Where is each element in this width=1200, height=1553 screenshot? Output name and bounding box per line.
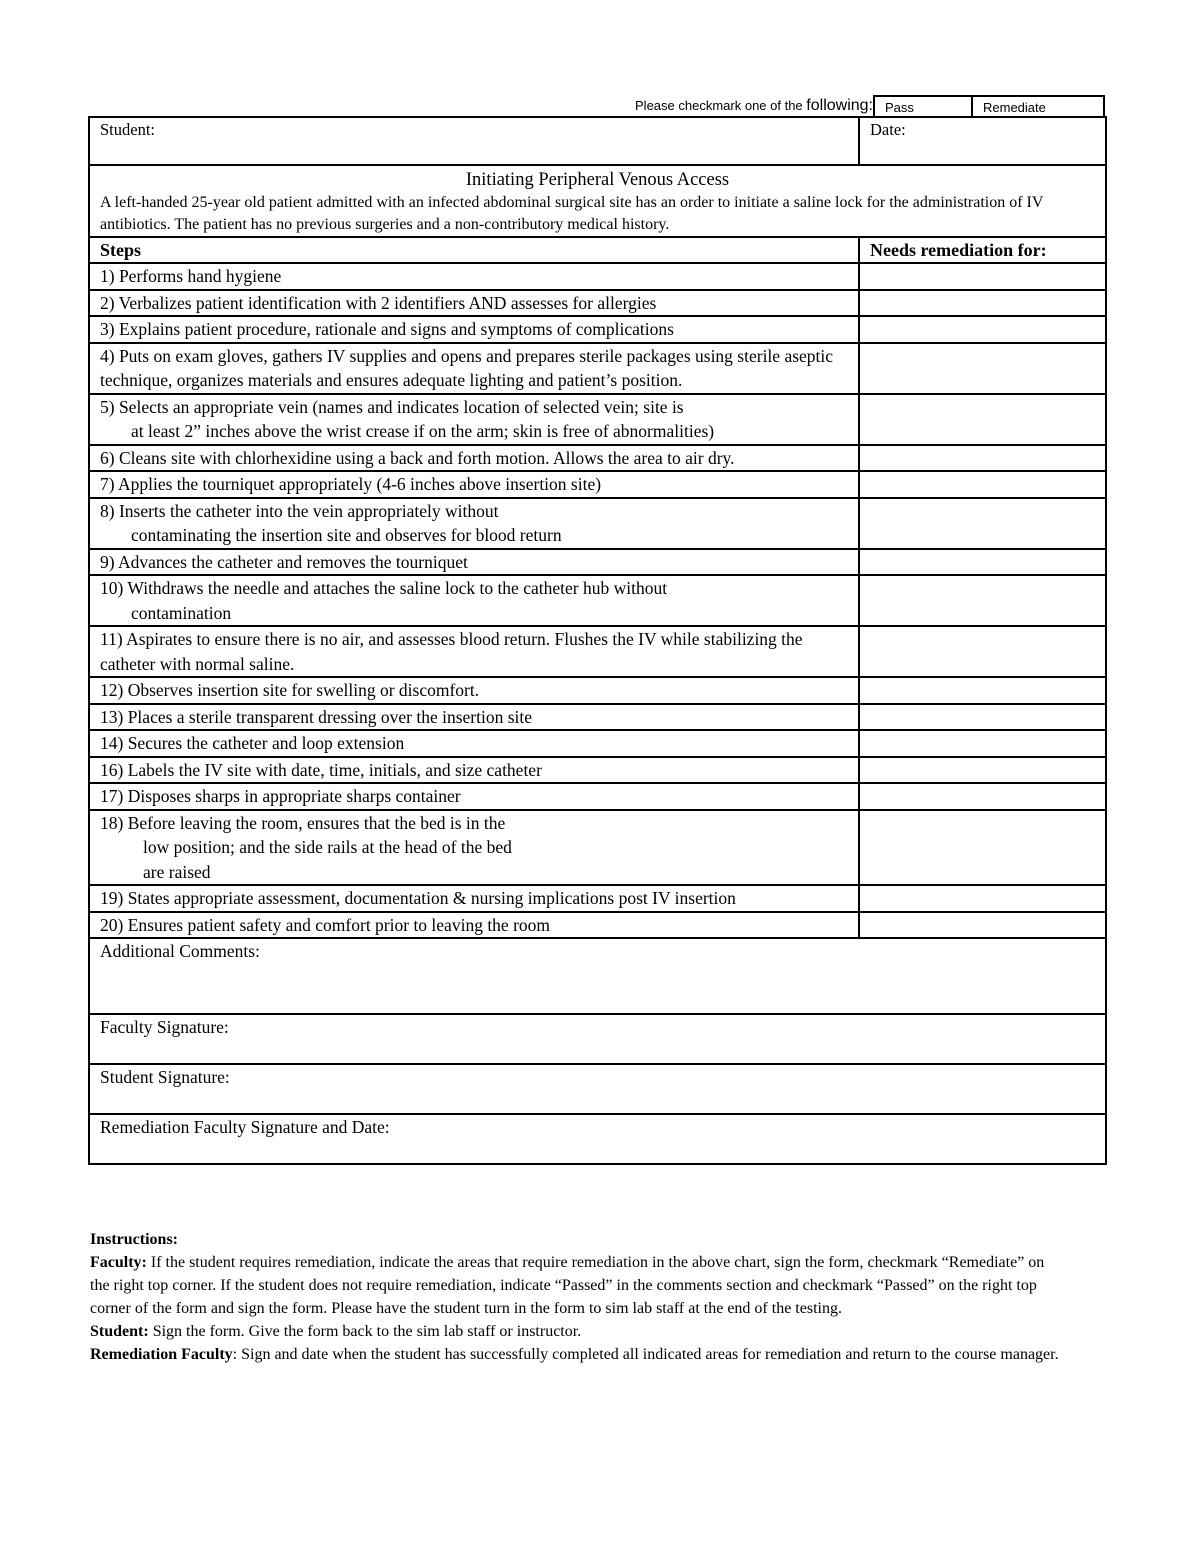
step-text-line: 19) States appropriate assessment, documentation & nursing implications post IV insertion xyxy=(100,888,736,908)
step-row xyxy=(89,343,1106,394)
step-text-cell xyxy=(89,757,859,784)
step-row xyxy=(89,810,1106,886)
step-text-line: 18) Before leaving the room, ensures that the bed is in the xyxy=(100,812,506,833)
scenario-cell xyxy=(89,165,1106,237)
step-text-cell xyxy=(89,810,859,886)
step-row xyxy=(89,498,1106,549)
steps-header: Steps xyxy=(89,237,859,263)
step-row xyxy=(89,445,1106,472)
remediation-checkbox-cell[interactable] xyxy=(859,575,1106,626)
student-signature-field[interactable] xyxy=(89,1064,1106,1114)
step-row xyxy=(89,575,1106,626)
faculty-instructions xyxy=(90,1251,1065,1320)
step-row xyxy=(89,626,1106,677)
scenario-row xyxy=(89,165,1106,237)
step-text-cell xyxy=(89,912,859,939)
step-row xyxy=(89,549,1106,576)
remediation-checkbox-cell[interactable] xyxy=(859,626,1106,677)
step-row xyxy=(89,263,1106,290)
remediate-label: Remediate xyxy=(983,100,1046,115)
step-text-cell xyxy=(89,471,859,498)
step-text-cell xyxy=(89,885,859,912)
step-text-line: 5) Selects an appropriate vein (names and indicates location of selected vein; site is xyxy=(100,396,684,417)
step-text-line: 6) Cleans site with chlorhexidine using a back and forth motion. Allows the area to air dry. xyxy=(100,447,735,468)
faculty-signature-field-label: Faculty Signature: xyxy=(100,1017,229,1037)
student-signature-field-label: Student Signature: xyxy=(100,1067,230,1087)
remediation-checkbox-cell[interactable] xyxy=(859,677,1106,704)
step-row xyxy=(89,912,1106,939)
step-text-line: 12) Observes insertion site for swelling or discomfort. xyxy=(100,680,480,700)
remediation-instructions-label: Remediation Faculty xyxy=(90,1346,233,1363)
step-text-cell xyxy=(89,263,859,290)
remediation-checkbox-cell[interactable] xyxy=(859,912,1106,939)
step-row xyxy=(89,394,1106,445)
remediation-signature-field-row xyxy=(89,1114,1106,1164)
step-text-line: 11) Aspirates to ensure there is no air, and assesses blood return. Flushes the IV while stabilizing the catheter with normal saline. xyxy=(100,629,803,674)
remediate-checkbox[interactable] xyxy=(971,95,1105,116)
step-text-cell xyxy=(89,549,859,576)
remediation-checkbox-cell[interactable] xyxy=(859,290,1106,317)
step-text-line: low position; and the side rails at the head of the bed xyxy=(143,837,512,857)
remediation-checkbox-cell[interactable] xyxy=(859,757,1106,784)
checkmark-prompt: Please checkmark one of the following: xyxy=(635,97,873,114)
remediation-checkbox-cell[interactable] xyxy=(859,471,1106,498)
remediation-signature-field-label: Remediation Faculty Signature and Date: xyxy=(100,1117,390,1137)
step-text-line: 8) Inserts the catheter into the vein appropriately without xyxy=(100,500,499,521)
step-text-cell xyxy=(89,677,859,704)
step-text-cell xyxy=(89,343,859,394)
step-text-line: contaminating the insertion site and observes for blood return xyxy=(131,525,562,545)
step-text-line: 17) Disposes sharps in appropriate sharps container xyxy=(100,786,461,806)
step-text-cell xyxy=(89,575,859,626)
additional-comments-field-label: Additional Comments: xyxy=(100,941,260,961)
step-text-line: 13) Places a sterile transparent dressing over the insertion site xyxy=(100,706,533,727)
step-text-cell xyxy=(89,498,859,549)
step-text-cell xyxy=(89,704,859,731)
steps-header-row xyxy=(89,237,1106,263)
step-row xyxy=(89,783,1106,810)
remediation-header: Needs remediation for: xyxy=(859,237,1106,263)
step-text-line: 10) Withdraws the needle and attaches the saline lock to the catheter hub without xyxy=(100,578,668,598)
step-text-cell xyxy=(89,394,859,445)
step-text-line: 14) Secures the catheter and loop extension xyxy=(100,733,405,753)
student-instructions-label: Student: xyxy=(90,1323,149,1340)
date-field[interactable] xyxy=(859,117,1106,165)
step-text-line: 2) Verbalizes patient identification with 2 identifiers AND assesses for allergies xyxy=(100,292,657,313)
step-text-line: 4) Puts on exam gloves, gathers IV supplies and opens and prepares sterile packages using sterile aseptic technique, organizes materials and ensures adequate lighting and patient’s position. xyxy=(100,345,834,390)
pass-checkbox[interactable] xyxy=(873,95,973,116)
remediation-checkbox-cell[interactable] xyxy=(859,263,1106,290)
student-label: Student: xyxy=(100,120,156,139)
evaluation-table xyxy=(88,116,1107,1165)
remediation-checkbox-cell[interactable] xyxy=(859,343,1106,394)
remediation-checkbox-cell[interactable] xyxy=(859,316,1106,343)
step-text-cell xyxy=(89,290,859,317)
remediation-checkbox-cell[interactable] xyxy=(859,445,1106,472)
step-text-cell xyxy=(89,626,859,677)
remediation-instructions-text: : Sign and date when the student has successfully completed all indicated areas for remediation and return to the course manager. xyxy=(232,1346,1059,1363)
step-row xyxy=(89,471,1106,498)
step-text-cell xyxy=(89,730,859,757)
step-row xyxy=(89,885,1106,912)
faculty-signature-field-row xyxy=(89,1014,1106,1064)
step-row xyxy=(89,704,1106,731)
faculty-instructions-text: If the student requires remediation, indicate the areas that require remediation in the above chart, sign the form, checkmark “Remediate” on the right top corner. If the student does not require remediation, indicate “Passed” in the comments section and checkmark “Passed” on the right top corner of the form and sign the form. Please have the student turn in the form to sim lab staff at the end of the testing. xyxy=(90,1254,1045,1317)
step-text-cell xyxy=(89,445,859,472)
step-text-line: 9) Advances the catheter and removes the tourniquet xyxy=(100,551,468,572)
remediation-checkbox-cell[interactable] xyxy=(859,549,1106,576)
step-row xyxy=(89,757,1106,784)
date-label: Date: xyxy=(870,120,906,139)
step-row xyxy=(89,316,1106,343)
remediation-checkbox-cell[interactable] xyxy=(859,885,1106,912)
instructions-section xyxy=(90,1228,1065,1366)
faculty-instructions-label: Faculty: xyxy=(90,1254,147,1271)
step-row xyxy=(89,730,1106,757)
step-text-line: 3) Explains patient procedure, rationale and signs and symptoms of complications xyxy=(100,319,674,339)
step-text-line: at least 2” inches above the wrist crease if on the arm; skin is free of abnormalities) xyxy=(131,421,715,441)
step-text-line: 20) Ensures patient safety and comfort prior to leaving the room xyxy=(100,914,551,935)
instructions-heading: Instructions: xyxy=(90,1231,179,1248)
additional-comments-field-row xyxy=(89,938,1106,1014)
pass-label: Pass xyxy=(885,100,914,115)
step-text-cell xyxy=(89,783,859,810)
remediation-checkbox-cell[interactable] xyxy=(859,810,1106,886)
remediation-checkbox-cell[interactable] xyxy=(859,704,1106,731)
step-text-cell xyxy=(89,316,859,343)
remediation-checkbox-cell[interactable] xyxy=(859,783,1106,810)
faculty-signature-field[interactable] xyxy=(89,1014,1106,1064)
remediation-checkbox-cell[interactable] xyxy=(859,730,1106,757)
step-text-line: 7) Applies the tourniquet appropriately (4-6 inches above insertion site) xyxy=(100,474,602,494)
additional-comments-field[interactable] xyxy=(89,938,1106,1014)
student-field[interactable] xyxy=(89,117,859,165)
student-signature-field-row xyxy=(89,1064,1106,1114)
remediation-instructions xyxy=(90,1343,1065,1366)
step-text-line: 16) Labels the IV site with date, time, initials, and size catheter xyxy=(100,759,542,780)
remediation-checkbox-cell[interactable] xyxy=(859,498,1106,549)
remediation-signature-field[interactable] xyxy=(89,1114,1106,1164)
student-date-row xyxy=(89,117,1106,165)
student-instructions xyxy=(90,1320,1065,1343)
step-text-line: 1) Performs hand hygiene xyxy=(100,266,282,286)
step-text-line: contamination xyxy=(131,602,232,623)
scenario-description: A left-handed 25-year old patient admitted with an infected abdominal surgical site has an order to initiate a saline lock for the administration of IV antibiotics. The patient has no previous surgeries and a non-contributory medical history. xyxy=(100,194,1044,233)
step-row xyxy=(89,677,1106,704)
step-row xyxy=(89,290,1106,317)
step-text-line: are raised xyxy=(143,861,211,882)
checkmark-row xyxy=(88,95,1105,117)
scenario-title: Initiating Peripheral Venous Access xyxy=(465,170,730,190)
student-instructions-text: Sign the form. Give the form back to the sim lab staff or instructor. xyxy=(148,1323,582,1340)
remediation-checkbox-cell[interactable] xyxy=(859,394,1106,445)
